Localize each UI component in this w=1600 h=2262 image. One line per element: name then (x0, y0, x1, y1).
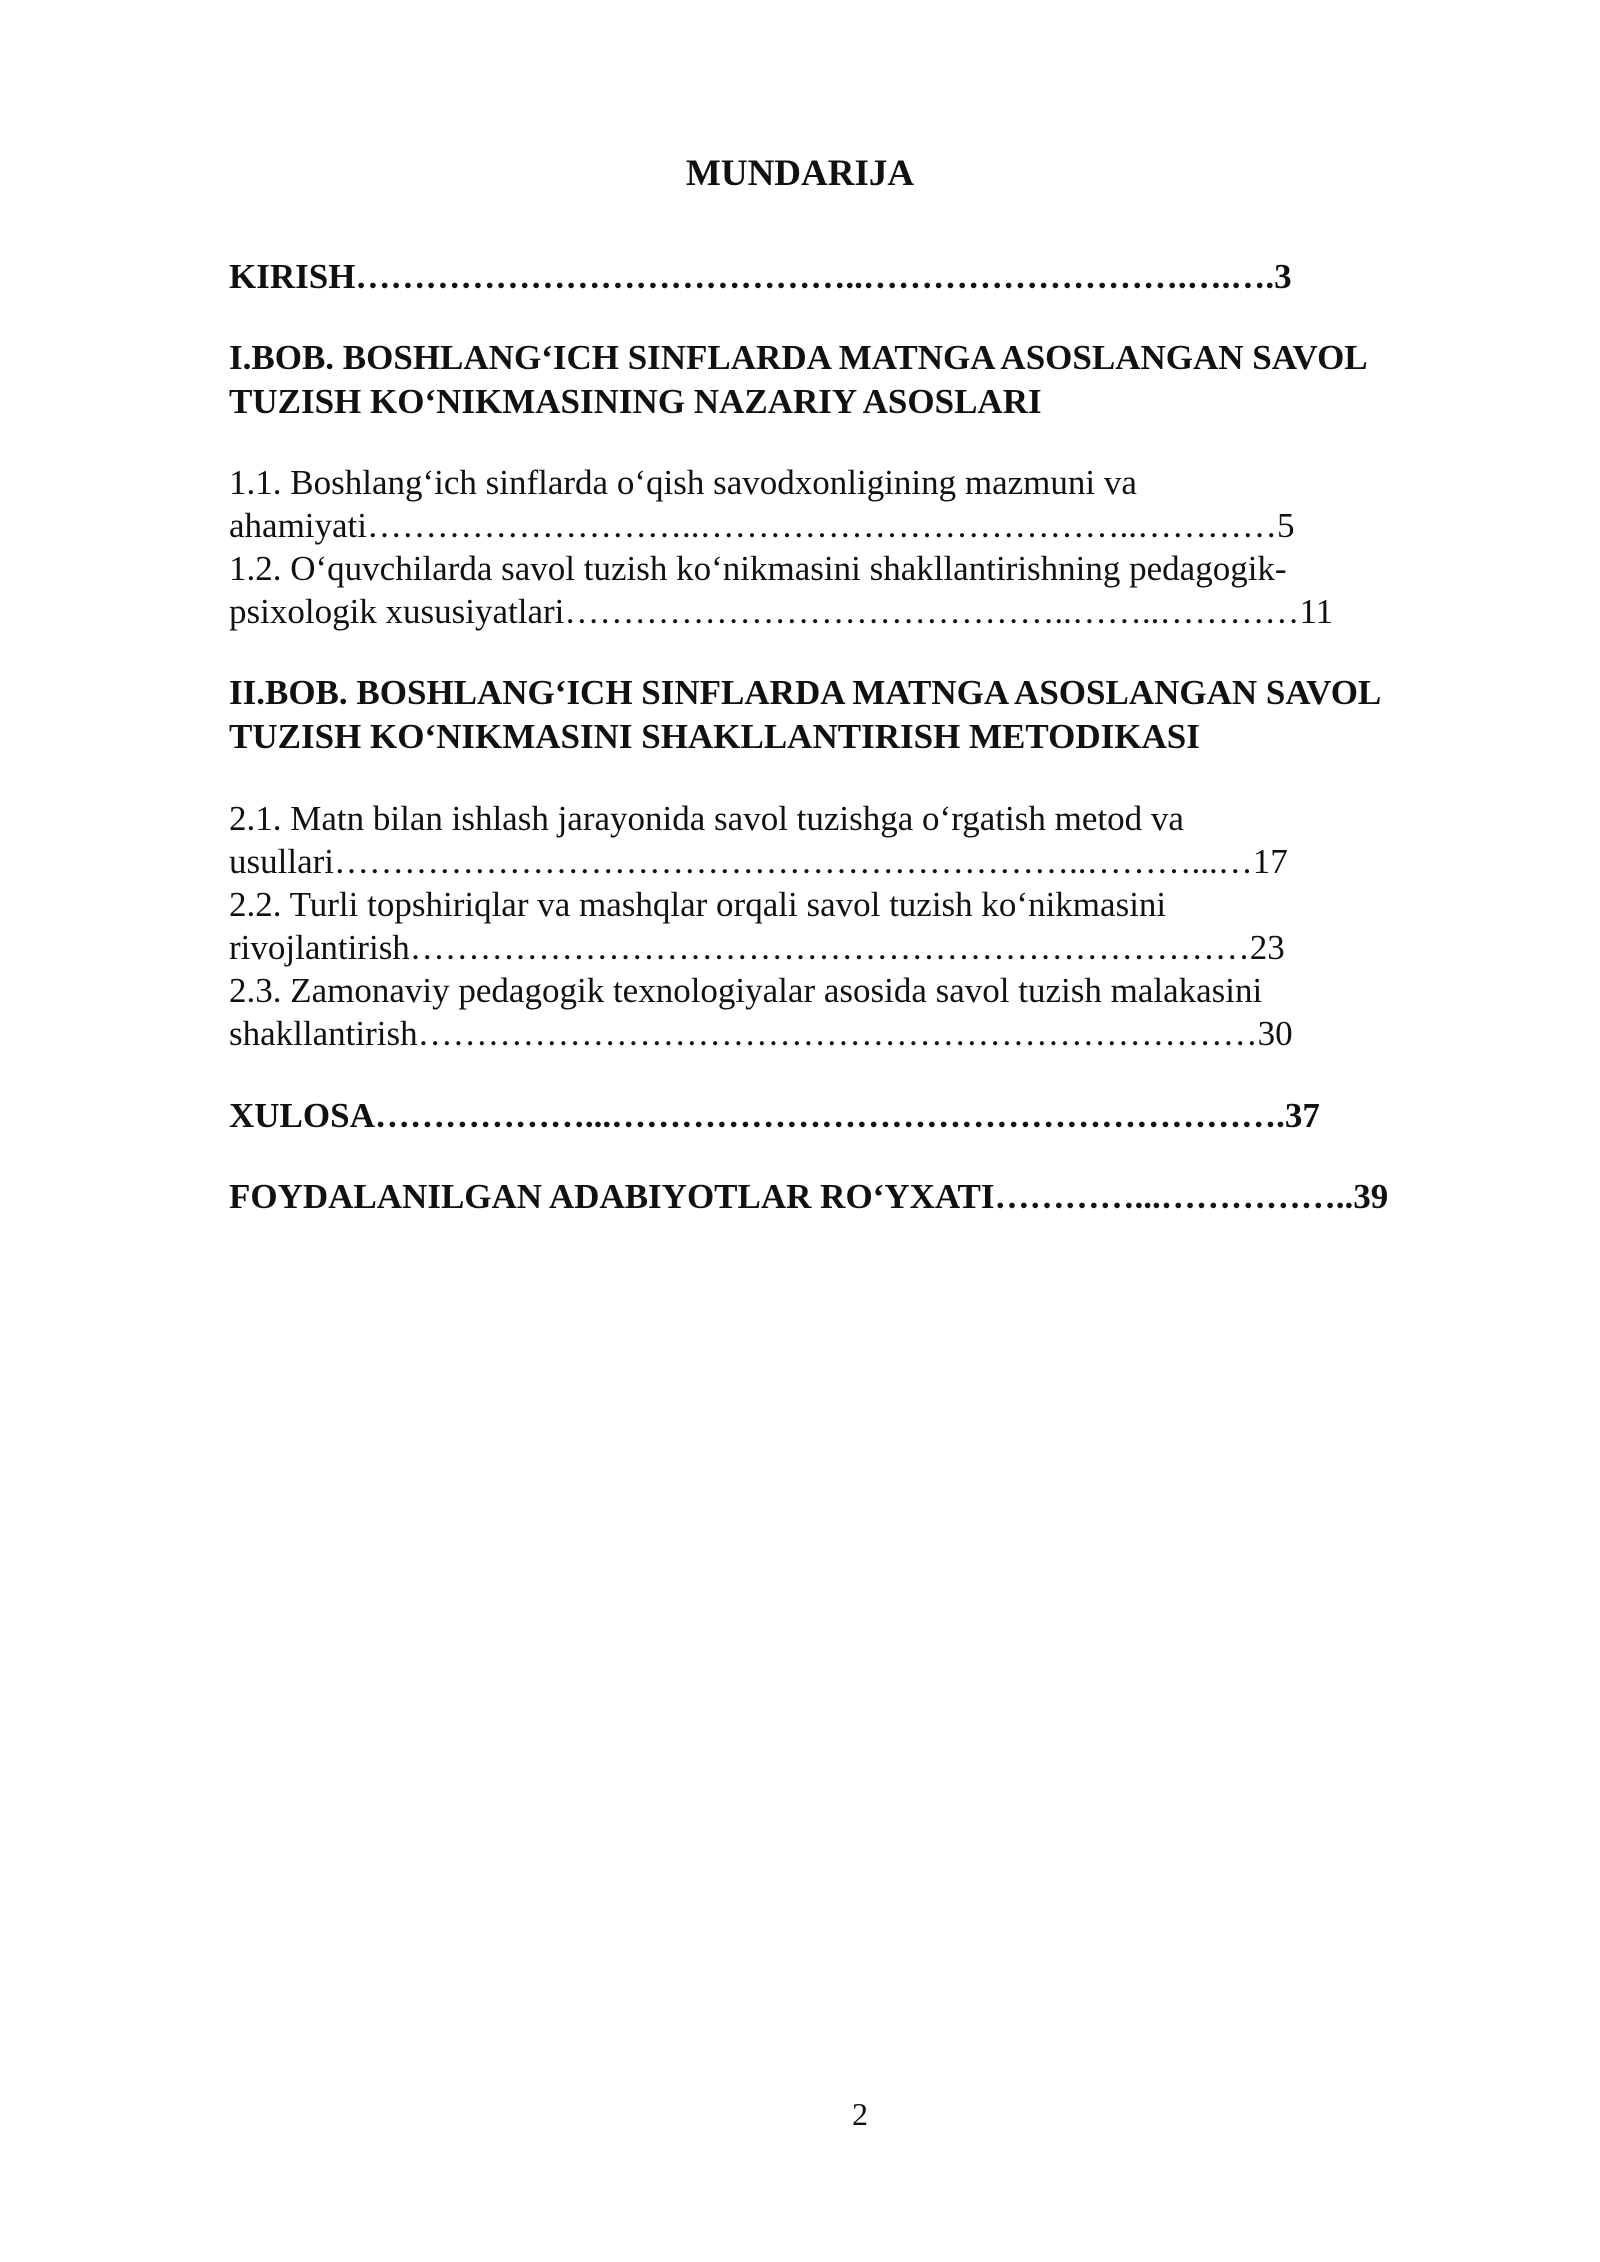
toc-section-1-2-line-2: psixologik xususiyatlari……………………………………..……..…………11 (229, 592, 1334, 631)
page-title: MUNDARIJA (685, 153, 915, 194)
toc-entry-xulosa: XULOSA………………...………………………………………………….37 (229, 1096, 1320, 1135)
toc-entry-adabiyotlar: FOYDALANILGAN ADABIYOTLAR RO‘YXATI…………...……………..39 (229, 1177, 1389, 1216)
toc-section-1-1-line-1: 1.1. Boshlang‘ich sinflarda o‘qish savodxonligining mazmuni va (229, 463, 1137, 502)
toc-chapter-1-line-2: TUZISH KO‘NIKMASINING NAZARIY ASOSLARI (229, 382, 1042, 421)
toc-section-2-3-line-1: 2.3. Zamonaviy pedagogik texnologiyalar asosida savol tuzish malakasini (229, 971, 1263, 1010)
toc-entry-kirish: KIRISH……………………………………..……………………….….….3 (229, 257, 1292, 296)
toc-section-1-1-line-2: ahamiyati………………………..………………………………..…………5 (229, 506, 1295, 545)
toc-section-2-2-line-2: rivojlantirish………………………………………………………………23 (229, 928, 1285, 967)
toc-section-2-2-line-1: 2.2. Turli topshiriqlar va mashqlar orqali savol tuzish ko‘nikmasini (229, 885, 1167, 924)
toc-section-2-1-line-1: 2.1. Matn bilan ishlash jarayonida savol tuzishga o‘rgatish metod va (229, 799, 1184, 838)
page-number: 2 (852, 2096, 868, 2132)
toc-section-1-2-line-1: 1.2. O‘quvchilarda savol tuzish ko‘nikmasini shakllantirishning pedagogik- (229, 549, 1287, 588)
toc-chapter-1-line-1: I.BOB. BOSHLANG‘ICH SINFLARDA MATNGA ASOSLANGAN SAVOL (229, 338, 1368, 377)
toc-section-2-3-line-2: shakllantirish………………………………………………………………30 (229, 1014, 1293, 1053)
toc-chapter-2-line-2: TUZISH KO‘NIKMASINI SHAKLLANTIRISH METODIKASI (229, 717, 1200, 756)
toc-section-2-1-line-2: usullari………………………………………………………..………...…17 (229, 842, 1288, 881)
toc-chapter-2-line-1: II.BOB. BOSHLANG‘ICH SINFLARDA MATNGA ASOSLANGAN SAVOL (229, 673, 1382, 712)
